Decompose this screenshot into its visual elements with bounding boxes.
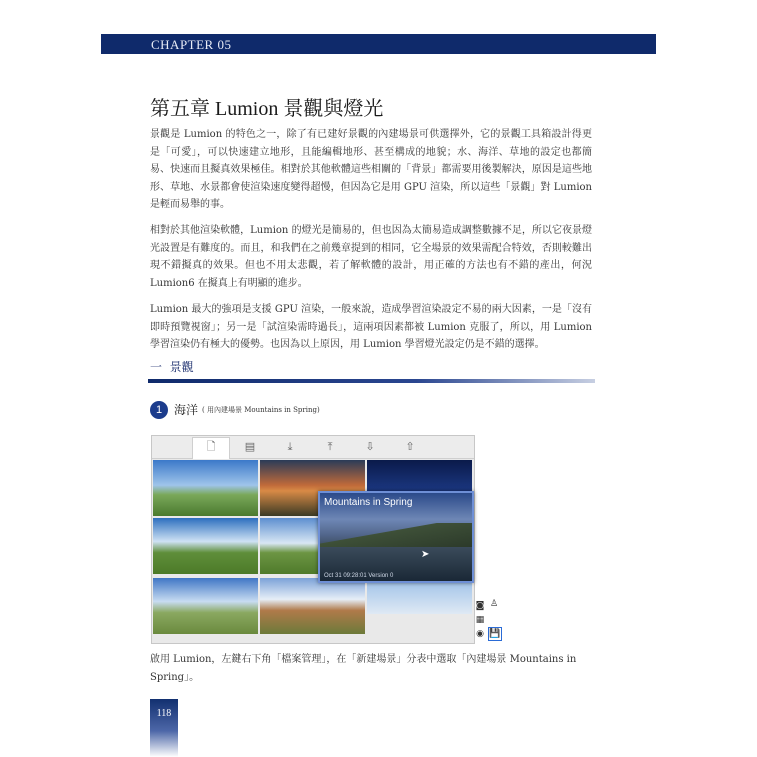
paragraph: 相對於其他渲染軟體，Lumion 的燈光是簡易的，但也因為太簡易造成調整數據不足，所以它夜景燈光設置是有難度的。而且，和我們在之前幾章提到的相同，它全場景的效果需配合特效，否則較難出現不錯擬真的效果。但也不用太悲觀，若了解軟體的設計，用正確的方法也有不錯的產出，何況 Lumion6 在擬真上有明顯的進步。: [150, 225, 592, 289]
scene-name: Mountains in Spring: [324, 497, 413, 508]
figure-caption: 啟用 Lumion，左鍵右下角「檔案管理」，在「新建場景」分表中選取「內建場景 Mountains in Spring」。: [150, 654, 577, 683]
scene-thumbnail[interactable]: [153, 460, 258, 516]
disk-icon[interactable]: 💾: [489, 629, 501, 639]
lumion-screenshot: [151, 435, 501, 644]
scene-thumbnail[interactable]: [367, 578, 472, 614]
scene-thumbnail[interactable]: [153, 518, 258, 574]
mountain-silhouette: [320, 523, 472, 547]
chapter-label: CHAPTER 05: [151, 37, 232, 52]
section-title: 景觀: [169, 360, 194, 374]
step-number-badge: 1: [150, 401, 168, 419]
camera-icon[interactable]: ◙: [475, 601, 485, 611]
export-icon[interactable]: ⇧: [405, 440, 415, 453]
globe-icon[interactable]: ◉: [476, 629, 484, 639]
save-icon[interactable]: ⤓: [287, 440, 293, 453]
new-file-icon[interactable]: 🗋: [192, 437, 230, 459]
page-number-tab: [150, 699, 178, 757]
film-icon[interactable]: ▦: [475, 615, 485, 625]
figure-icon[interactable]: ♙: [489, 599, 499, 609]
chapter-title: 第五章 Lumion 景觀與燈光: [150, 98, 384, 120]
subsection-title: 海洋: [174, 403, 199, 417]
paragraph: 景觀是 Lumion 的特色之一，除了有已建好景觀的內建場景可供選擇外，它的景觀工具箱設計得更是「可愛」，可以快速建立地形，且能編輯地形、甚至構成的地貌；水、海洋、草地的設定也都簡易、快速而且擬真效果極佳。相對於其他軟體這些相關的「背景」都需要用後製解決，原因是這些地形、草地、水景都會使渲染速度變得超慢，但因為它是用 GPU 渲染，所以這些「景觀」對 Lumion 是輕而易舉的事。: [150, 129, 592, 210]
subsection-note: ( 用內建場景 Mountains in Spring): [202, 405, 320, 414]
side-panel: [473, 594, 501, 644]
scene-meta: Oct 31 09:28:01 Version 0: [324, 573, 394, 579]
scene-thumbnail[interactable]: [260, 578, 365, 634]
section-number: 一: [150, 360, 163, 374]
import-icon[interactable]: ⇩: [365, 440, 375, 453]
section-divider: [148, 379, 595, 383]
scene-thumbnail[interactable]: [153, 578, 258, 634]
mouse-cursor-icon: ➤: [421, 549, 430, 560]
scene-preview-popup[interactable]: [318, 491, 474, 583]
page-number: 118: [156, 708, 172, 719]
paragraph: Lumion 最大的強項是支援 GPU 渲染，一般來說，造成學習渲染設定不易的兩大因素，一是「沒有即時預覽視窗」；另一是「試渲染需時過長」，這兩項因素都被 Lumion 克服了，所以，用 Lumion 學習渲染仍有極大的優勢。也因為以上原因，用 Lumion 學習燈光設定仍是不錯的選擇。: [150, 304, 592, 350]
file-toolbar: [152, 436, 474, 459]
open-file-icon[interactable]: ▤: [244, 440, 256, 453]
subsection-heading: [150, 399, 320, 419]
section-heading: [150, 358, 194, 375]
chapter-banner: [101, 34, 656, 54]
save-as-icon[interactable]: ⤒: [327, 440, 333, 453]
